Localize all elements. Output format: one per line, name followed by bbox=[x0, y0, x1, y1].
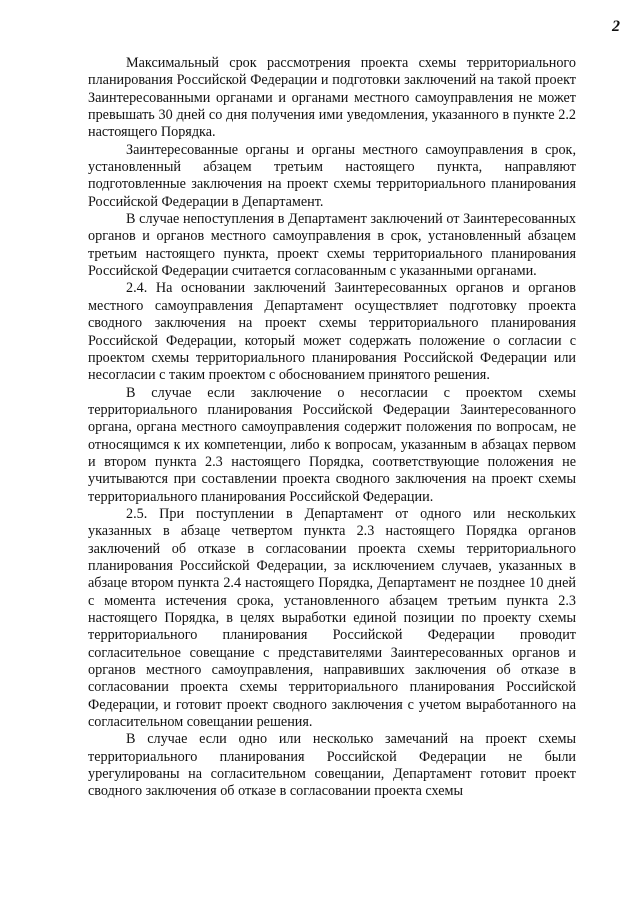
paragraph-7: В случае если одно или несколько замечаний на проект схемы территориального планирования Российской Федерации не были урегулированы на согласительном совещании, Департамент готовит проект сводного заключения об отказе в согласовании проекта схемы bbox=[88, 731, 576, 800]
paragraph-5: В случае если заключение о несогласии с проектом схемы территориального планирования Российской Федерации Заинтересованного органа, органа местного самоуправления содержит положения по вопросам, не относящимся к их компетенции, либо к вопросам, указанным в абзацах первом и втором пункта 2.3 настоящего Порядка, соответствующие положения не учитываются при составлении проекта сводного заключения на проект схемы территориального планирования Российской Федерации. bbox=[88, 384, 576, 505]
paragraph-4: 2.4. На основании заключений Заинтересованных органов и органов местного самоуправления Департамент осуществляет подготовку проекта сводного заключения на проект схемы территориального планирования Российской Федерации, который может содержать положение о согласии с проектом схемы территориального планирования Российской Федерации или несогласии с таким проектом с обоснованием принятого решения. bbox=[88, 280, 576, 384]
paragraph-2: Заинтересованные органы и органы местного самоуправления в срок, установленный абзацем третьим настоящего пункта, направляют подготовленные заключения на проект схемы территориального планирования Российской Федерации в Департамент. bbox=[88, 141, 576, 210]
paragraph-1: Максимальный срок рассмотрения проекта схемы территориального планирования Российской Федерации и подготовки заключений на такой проект Заинтересованными органами и органами местного самоуправления не может превышать 30 дней со дня получения ими уведомления, указанного в пункте 2.2 настоящего Порядка. bbox=[88, 55, 576, 141]
paragraph-6: 2.5. При поступлении в Департамент от одного или нескольких указанных в абзаце четвертом пункта 2.3 настоящего Порядка органов заключений об отказе в согласовании проекта схемы территориального планирования Российской Федерации, за исключением случаев, указанных в абзаце втором пункта 2.4 настоящего Порядка, Департамент не позднее 10 дней с момента истечения срока, установленного абзацем третьим пункта 2.3 настоящего Порядка, в целях выработки единой позиции по проекту схемы территориального планирования Российской Федерации проводит согласительное совещание с представителями Заинтересованных органов и органов местного самоуправления, направивших заключения об отказе в согласовании проекта схемы территориального планирования Российской Федерации, и готовит проект сводного заключения с учетом выработанного на согласительном совещании решения. bbox=[88, 505, 576, 731]
page-number: 2 bbox=[612, 18, 620, 35]
document-body bbox=[88, 55, 576, 801]
paragraph-3: В случае непоступления в Департамент заключений от Заинтересованных органов и органов местного самоуправления в срок, установленный абзацем третьим настоящего пункта, проект схемы территориального планирования Российской Федерации считается согласованным с указанными органами. bbox=[88, 211, 576, 280]
